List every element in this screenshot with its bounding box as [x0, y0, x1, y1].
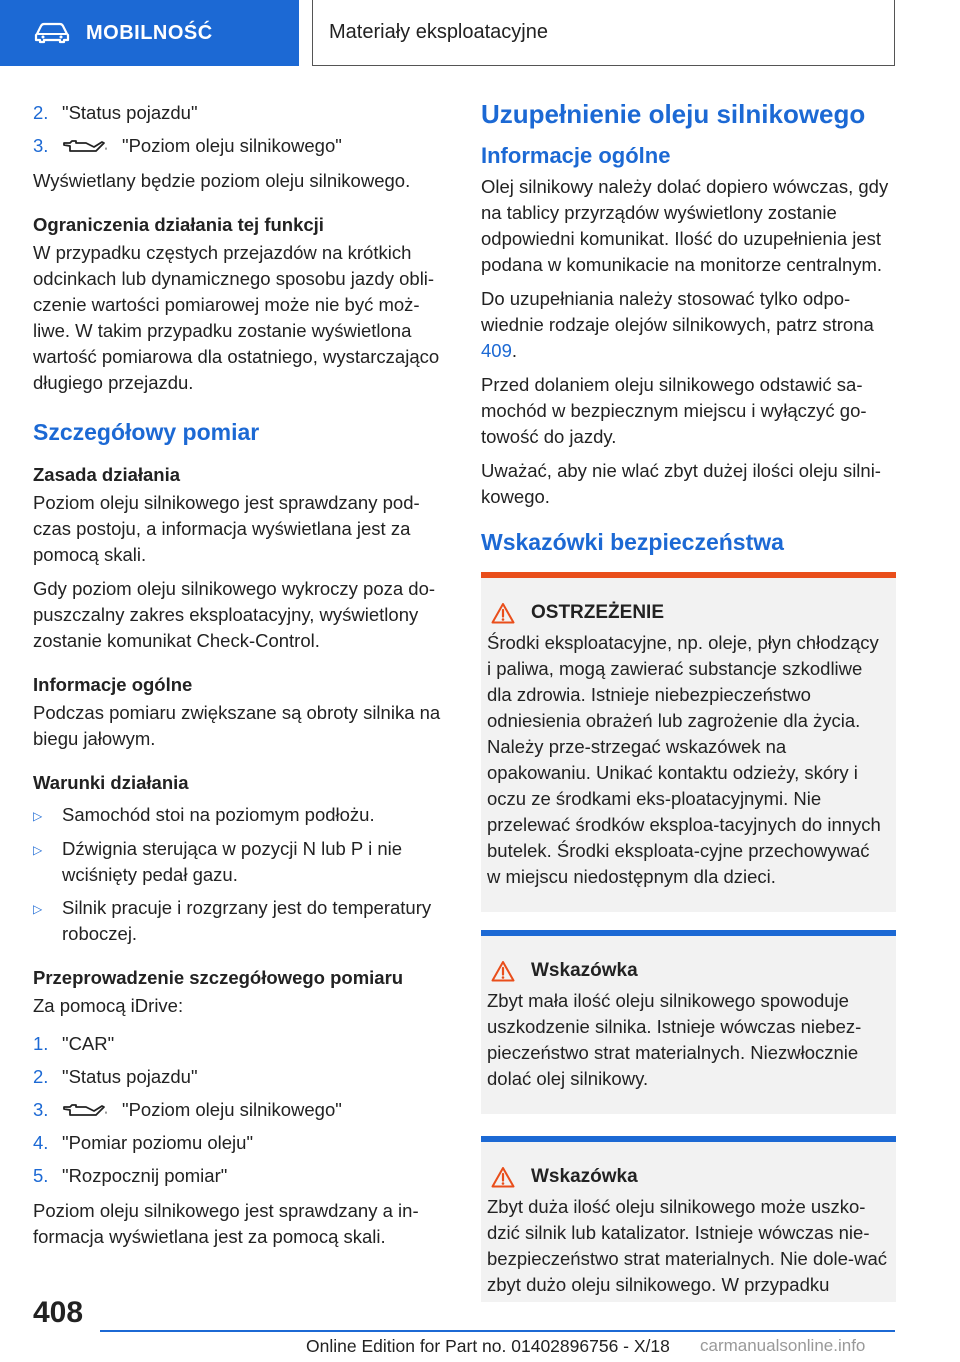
page-link[interactable]: 409	[481, 340, 512, 361]
right-column	[481, 96, 896, 1314]
notice-text: Zbyt mała ilość oleju silnikowego spowoduje uszkodzenie silnika. Istnieje wówczas niebez‐pieczeństwo strat materialnych. Niezwłocznie dolać olej silnikowy.	[487, 990, 862, 1089]
paragraph: Podczas pomiaru zwiększane są obroty silnika na biegu jałowym.	[33, 702, 441, 749]
notice-title: Wskazówka	[531, 960, 638, 981]
notice-title: Wskazówka	[531, 1166, 638, 1187]
list-item	[33, 802, 453, 829]
footer-divider	[100, 1330, 895, 1332]
car-icon	[34, 22, 70, 44]
paragraph: W przypadku częstych przejazdów na krótkich odcinkach lub dynamicznego sposobu jazdy obli‐czenie wartości pomiarowej może nie być moż‐liwe. W takim przypadku zostanie wyświetlona wartość pomiarowa dla ostatniego, wystarczająco długiego przejazdu.	[33, 242, 440, 393]
paragraph: Za pomocą iDrive:	[33, 995, 184, 1016]
list-item	[33, 895, 453, 947]
notice-header	[491, 958, 888, 984]
list-text: "Poziom oleju silnikowego"	[122, 1098, 342, 1120]
list-text: "Rozpocznij pomiar"	[62, 1164, 228, 1186]
list-item	[33, 1060, 453, 1093]
chapter-title	[312, 0, 895, 66]
subheading: Ograniczenia działania tej funkcji	[33, 214, 324, 235]
oil-can-icon	[62, 139, 108, 153]
paragraph: Olej silnikowy należy dolać dopiero wówczas, gdy na tablicy przyrządów wyświetlony zostanie odpowiedni komunikat. Ilość do uzupełnienia jest podana w komunikacie na monitorze centralnym.	[481, 176, 889, 275]
warning-header	[491, 600, 888, 626]
list-item	[33, 836, 453, 888]
list-item	[33, 1027, 453, 1060]
page-header	[0, 0, 960, 66]
triangle-bullet-icon: ▷	[33, 843, 43, 857]
section-title: MOBILNOŚĆ	[86, 21, 213, 44]
list-number: 4.	[33, 1131, 49, 1153]
menu-path-list	[33, 96, 453, 162]
section-heading: Informacje ogólne	[481, 143, 671, 168]
paragraph-text: .	[511, 340, 518, 361]
subheading: Zasada działania	[33, 464, 181, 485]
list-number: 1.	[33, 1032, 49, 1054]
warning-box	[481, 572, 896, 912]
list-item	[33, 1126, 453, 1159]
list-text: "CAR"	[62, 1032, 115, 1054]
subheading: Warunki działania	[33, 772, 189, 793]
watermark-site: carmanualsonline.info	[700, 1336, 866, 1355]
paragraph-text: Do uzupełniania należy stosować tylko odpo‐wiednie rodzaje olejów silnikowych, patrz strona	[481, 288, 874, 335]
list-text: "Status pojazdu"	[62, 1065, 198, 1087]
warning-triangle-icon	[491, 960, 515, 982]
page-number: 408	[33, 1296, 84, 1329]
list-number: 3.	[33, 1098, 49, 1120]
procedure-list	[33, 1027, 453, 1192]
list-item	[33, 1093, 453, 1126]
list-text: Silnik pracuje i rozgrzany jest do temperatury roboczej.	[62, 897, 432, 944]
list-text: "Pomiar poziomu oleju"	[62, 1131, 254, 1153]
triangle-bullet-icon: ▷	[33, 902, 43, 916]
list-number: 2.	[33, 101, 49, 123]
paragraph: Poziom oleju silnikowego jest sprawdzany a in‐formacja wyświetlana jest za pomocą skali.	[33, 1200, 419, 1247]
list-item	[33, 129, 453, 162]
notice-box	[481, 1136, 896, 1302]
section-heading: Wskazówki bezpieczeństwa	[481, 529, 784, 555]
main-heading: Uzupełnienie oleju silnikowego	[481, 99, 866, 129]
conditions-list	[33, 802, 453, 947]
warning-triangle-icon	[491, 602, 515, 624]
list-text: "Poziom oleju silnikowego"	[122, 134, 342, 156]
triangle-bullet-icon: ▷	[33, 809, 43, 823]
list-item	[33, 96, 453, 129]
notice-header	[491, 1164, 888, 1190]
subheading: Informacje ogólne	[33, 674, 193, 695]
list-number: 2.	[33, 1065, 49, 1087]
list-text: "Status pojazdu"	[62, 101, 198, 123]
list-text: Samochód stoi na poziomym podłożu.	[62, 804, 375, 825]
warning-text: Środki eksploatacyjne, np. oleje, płyn chłodzący i paliwa, mogą zawierać substancje szkodliwe dla zdrowia. Istnieje niebezpieczeństwo odniesienia obrażeń lub zagrożenie dla życia. Należy prze‐strzegać wskazówek na opakowaniu. Unikać kontaktu odzieży, skóry i oczu ze środkami eks‐ploatacyjnymi. Nie przelewać środków eksploa‐tacyjnych do innych butelek. Środki eksploata‐cyjne przechowywać w miejscu niedostępnym dla dzieci.	[487, 632, 881, 887]
paragraph	[481, 286, 896, 364]
list-item	[33, 1159, 453, 1192]
warning-triangle-icon	[491, 1166, 515, 1188]
edition-text: Online Edition for Part no. 01402896756 - X/18	[306, 1336, 670, 1356]
warning-title: OSTRZEŻENIE	[531, 602, 665, 623]
list-number: 5.	[33, 1164, 49, 1186]
left-column	[33, 96, 453, 1258]
notice-text: Zbyt duża ilość oleju silnikowego może uszko‐dzić silnik lub katalizator. Istnieje wówczas nie‐bezpieczeństwo strat materialnych. Nie dole‐wać zbyt dużo oleju silnikowego. W przypadku	[487, 1196, 887, 1295]
paragraph: Poziom oleju silnikowego jest sprawdzany pod‐czas postoju, a informacja wyświetlana jest za pomocą skali.	[33, 492, 420, 565]
section-heading: Szczegółowy pomiar	[33, 419, 260, 445]
paragraph: Gdy poziom oleju silnikowego wykroczy poza do‐puszczalny zakres eksploatacyjny, wyświetlony zostanie komunikat Check-Control.	[33, 578, 436, 651]
list-number: 3.	[33, 134, 49, 156]
section-tab	[0, 0, 299, 66]
chapter-title-text: Materiały eksploatacyjne	[329, 21, 548, 43]
subheading: Przeprowadzenie szczegółowego pomiaru	[33, 967, 404, 988]
paragraph: Uważać, aby nie wlać zbyt dużej ilości oleju silni‐kowego.	[481, 460, 881, 507]
list-text: Dźwignia sterująca w pozycji N lub P i nie wciśnięty pedał gazu.	[62, 838, 403, 885]
paragraph: Przed dolaniem oleju silnikowego odstawić sa‐mochód w bezpiecznym miejscu i wyłączyć go‐towość do jazdy.	[481, 374, 867, 447]
paragraph: Wyświetlany będzie poziom oleju silnikowego.	[33, 170, 411, 191]
oil-can-icon	[62, 1103, 108, 1117]
notice-box	[481, 930, 896, 1114]
